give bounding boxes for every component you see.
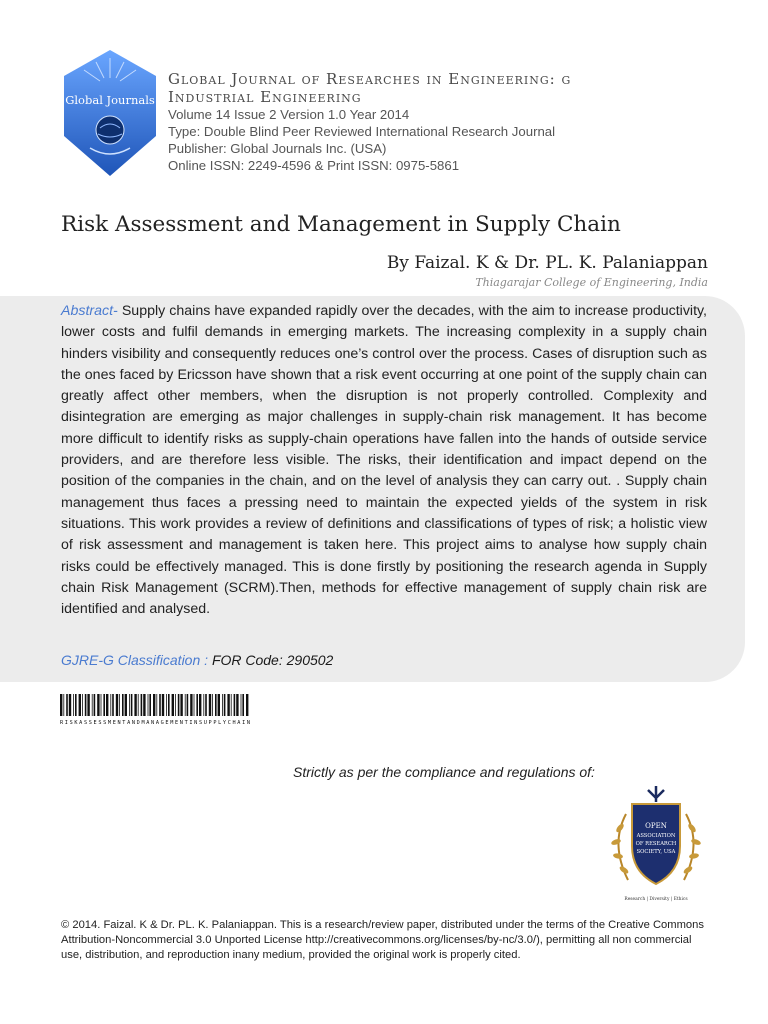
barcode-bar [75,694,77,716]
barcode-bar [246,694,248,716]
barcode-bar [194,694,195,716]
license-text: © 2014. Faizal. K & Dr. PL. K. Palaniappan. This is a research/review paper, distributed under the terms of the Creative Commons Attribution-Noncommercial 3.0 Unported License http://creativecommons.org/licenses/by-nc/3.0/), permitting all non commercial use, distribution, and reproduction inany medium, provided the original work is properly cited. [61,919,704,961]
barcode-bar [178,694,180,716]
journal-type: Type: Double Blind Peer Reviewed International Research Journal [168,124,556,139]
seal-motto: Research | Diversity | Ethics [624,897,688,902]
barcode-bar [79,694,81,716]
barcode-bar [149,694,151,716]
barcode-bar [82,694,83,716]
barcode [60,694,250,726]
barcode-bar [97,694,99,716]
barcode-bar [199,694,201,716]
abstract-label: Abstract- [61,303,118,319]
barcode-bar [159,694,161,716]
barcode-bars [60,694,248,716]
barcode-bar [60,694,62,716]
barcode-bar [94,694,96,716]
open-association-seal [604,784,708,904]
barcode-bar [205,694,207,716]
barcode-bar [153,694,155,716]
barcode-bar [187,694,189,716]
compliance-note: Strictly as per the compliance and regulations of: [293,764,595,780]
classification-label: GJRE-G Classification : [61,652,212,668]
barcode-bar [138,694,139,716]
barcode-bar [106,694,108,716]
barcode-bar [87,694,89,716]
barcode-bar [218,694,220,716]
barcode-bar [125,694,127,716]
barcode-bar [168,694,170,716]
barcode-bar [148,694,149,716]
barcode-bar [92,694,93,716]
barcode-bar [203,694,204,716]
seal-line2: ASSOCIATION [636,833,676,839]
barcode-bar [131,694,133,716]
barcode-bar [212,694,213,716]
barcode-bar [69,694,71,716]
barcode-bar [85,694,87,716]
classification-value: FOR Code: 290502 [211,652,334,668]
barcode-bar [73,694,74,716]
barcode-bar [129,694,130,716]
global-journals-logo [60,48,160,178]
barcode-bar [66,694,68,716]
barcode-bar [185,694,186,716]
barcode-bar [209,694,211,716]
seal-line4: SOCIETY, USA [636,849,676,855]
journal-publisher: Publisher: Global Journals Inc. (USA) [168,141,387,156]
paper-title: Risk Assessment and Management in Supply Chain [61,212,621,237]
barcode-bar [172,694,174,716]
barcode-bar [162,694,164,716]
seal-line3: OF RESEARCH [635,841,677,847]
journal-title-line1: Global Journal of Researches in Engineering: g [168,70,572,88]
journal-title-line2: Industrial Engineering [168,88,362,106]
barcode-bar [175,694,176,716]
abstract [61,301,707,620]
paper-authors: By Faizal. K & Dr. PL. K. Palaniappan [386,253,708,273]
barcode-bar [119,694,120,716]
author-affiliation: Thiagarajar College of Engineering, India [475,276,708,289]
barcode-bar [112,694,114,716]
journal-issn: Online ISSN: 2249-4596 & Print ISSN: 0975-5861 [168,158,460,173]
barcode-bar [242,694,244,716]
barcode-bar [122,694,124,716]
seal-line1: OPEN [645,822,667,830]
barcode-bar [196,694,198,716]
barcode-bar [103,694,105,716]
barcode-bar [215,694,217,716]
classification [61,652,333,668]
barcode-bar [134,694,136,716]
barcode-bar [234,694,236,716]
barcode-bar [143,694,145,716]
barcode-bar [166,694,167,716]
barcode-bar [241,694,242,716]
barcode-text: RISKASSESSMENTANDMANAGEMENTINSUPPLYCHAIN [60,720,250,726]
barcode-bar [156,694,157,716]
barcode-bar [116,694,118,716]
barcode-bar [231,694,232,716]
barcode-bar [222,694,223,716]
barcode-bar [141,694,143,716]
barcode-bar [190,694,192,716]
barcode-bar [101,694,102,716]
logo-text: Global Journals [65,93,155,107]
barcode-bar [227,694,229,716]
journal-volume: Volume 14 Issue 2 Version 1.0 Year 2014 [168,107,410,122]
barcode-bar [110,694,111,716]
barcode-bar [224,694,226,716]
barcode-bar [236,694,238,716]
journal-header [168,70,688,174]
abstract-text: Supply chains have expanded rapidly over the decades, with the aim to increase productivity, lower costs and fulfil demands in emerging markets. The increasing complexity in a supply chain hinders visibility and consequently reduces one’s control over the process. Cases of disruption such as the ones faced by Ericsson have shown that a risk event occurring at one point of the supply chain can greatly affect other members, when the disruption is not properly controlled. Complexity and disintegration are emerging as major challenges in supply-chain risk management. It has become more difficult to identify risks as supply-chain operations have fallen into the hands of outside service providers, and are therefore less visible. The risks, their identification and impact depend on the position of the companies in the chain, and on the level of analysis they can carry out. . Supply chain management thus faces a pressing need to maintain the expected yields of the system in risk situations. This work provides a review of definitions and classifications of types of risk; a holistic view of risk assessment and management is taken here. This project aims to analyse how supply chain risks could be effectively managed. This is done firstly by positioning the research agenda in Supply chain Risk Management (SCRM).Then, methods for effective management of supply chain risk are identified and analysed. [61,303,707,618]
barcode-bar [63,694,64,716]
barcode-bar [180,694,182,716]
